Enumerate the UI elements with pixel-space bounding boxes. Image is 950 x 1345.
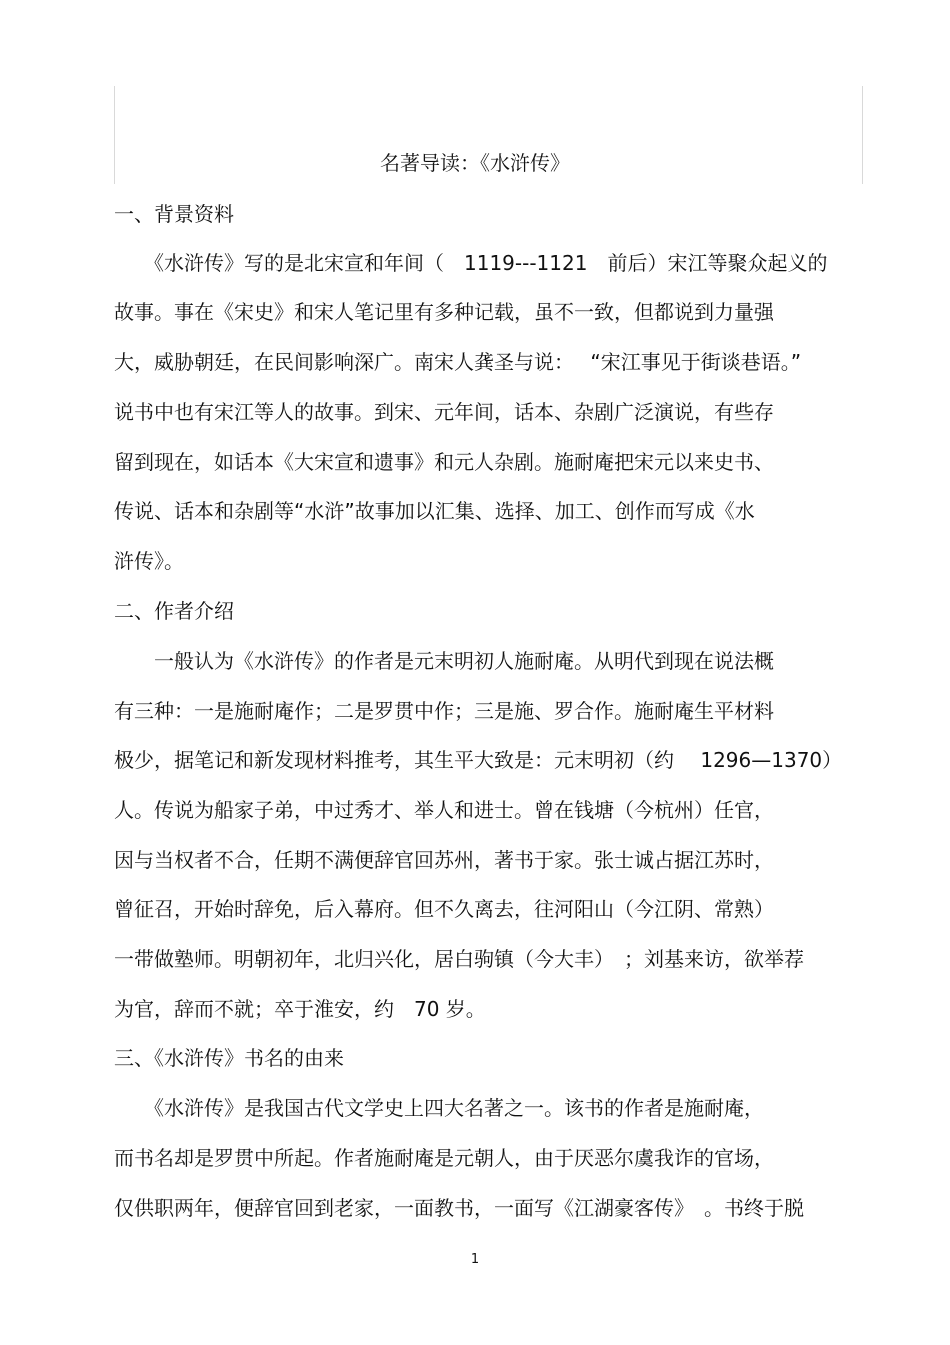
text-line: 因与当权者不合，任期不满便辞官回苏州，著书于家。张士诚占据江苏时， [114, 848, 774, 872]
text-line: 极少，据笔记和新发现材料推考，其生平大致是：元末明初（约 1296—1370） [114, 748, 843, 772]
text-line: 而书名却是罗贯中所起。作者施耐庵是元朝人，由于厌恶尔虞我诈的官场， [114, 1146, 774, 1170]
text-line: 故事。事在《宋史》和宋人笔记里有多种记载，虽不一致，但都说到力量强 [114, 300, 774, 324]
text-line: 仅供职两年，便辞官回到老家，一面教书，一面写《江湖豪客传》 。书终于脱 [114, 1196, 804, 1220]
text-line: 人。传说为船家子弟，中过秀才、举人和进士。曾在钱塘（今杭州）任官， [114, 798, 774, 822]
text-line: 一带做塾师。明朝初年，北归兴化，居白驹镇（今大丰） ；刘基来访，欲举荐 [114, 947, 804, 971]
text-line: 曾征召，开始时辞免，后入幕府。但不久离去，往河阳山（今江阴、常熟） [114, 897, 774, 921]
text-line: 《水浒传》写的是北宋宣和年间（ 1119---1121 前后）宋江等聚众起义的 [114, 251, 828, 275]
section-heading-background: 一、背景资料 [114, 202, 234, 226]
text-line: 一般认为《水浒传》的作者是元末明初人施耐庵。从明代到现在说法概 [114, 649, 774, 673]
text-line: 《水浒传》是我国古代文学史上四大名著之一。该书的作者是施耐庵， [114, 1096, 764, 1120]
text-line: 说书中也有宋江等人的故事。到宋、元年间，话本、杂剧广泛演说，有些存 [114, 400, 774, 424]
text-line: 为官，辞而不就；卒于淮安，约 70 岁。 [114, 997, 486, 1021]
text-line: 传说、话本和杂剧等“水浒”故事加以汇集、选择、加工、创作而写成《水 [114, 499, 755, 523]
text-line: 留到现在，如话本《大宋宣和遗事》和元人杂剧。施耐庵把宋元以来史书、 [114, 450, 774, 474]
document-title: 名著导读：《水浒传》 [380, 151, 570, 175]
text-line: 有三种：一是施耐庵作；二是罗贯中作；三是施、罗合作。施耐庵生平材料 [114, 699, 774, 723]
section-heading-author: 二、作者介绍 [114, 599, 234, 623]
text-line: 浒传》。 [114, 549, 184, 573]
section-heading-title-origin: 三、《水浒传》书名的由来 [114, 1046, 344, 1070]
page-number: 1 [470, 1252, 480, 1267]
text-line: 大，威胁朝廷，在民间影响深广。南宋人龚圣与说： “宋江事见于街谈巷语。” [114, 350, 802, 374]
